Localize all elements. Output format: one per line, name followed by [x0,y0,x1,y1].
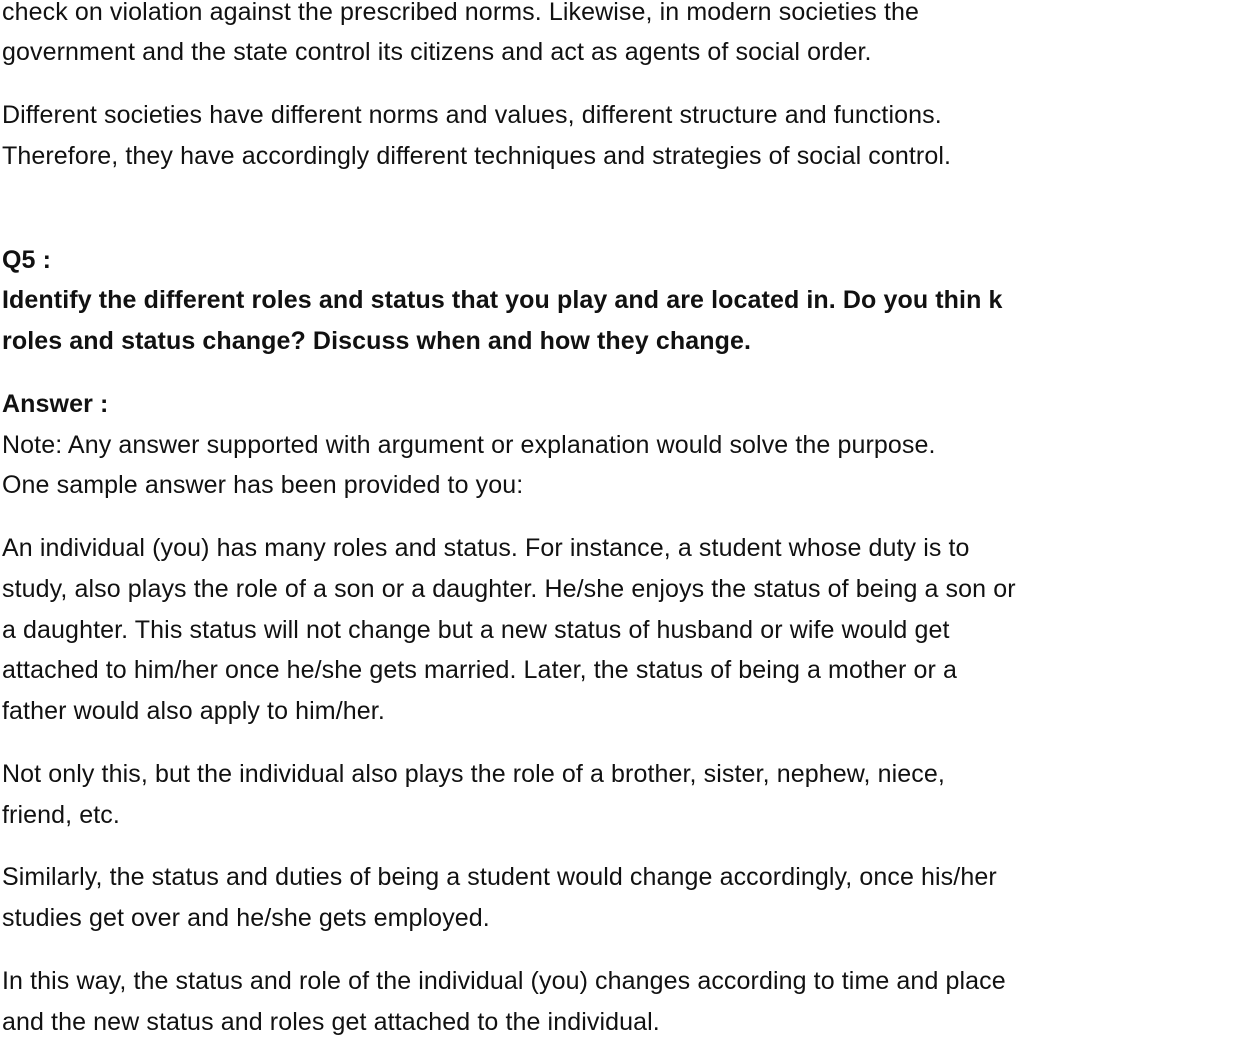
text-line: attached to him/her once he/she gets married. Later, the status of being a mother or a [2,656,957,684]
text-line: government and the state control its citizens and act as agents of social order. [2,38,872,66]
text-line: a daughter. This status will not change but a new status of husband or wife would get [2,616,950,644]
text-line: An individual (you) has many roles and status. For instance, a student whose duty is to [2,534,970,562]
text-line: friend, etc. [2,801,120,829]
text-line: check on violation against the prescribed norms. Likewise, in modern societies the [2,0,920,26]
answer-label: Answer : [2,390,109,418]
text-line: and the new status and roles get attached to the individual. [2,1008,660,1036]
document-page [2,0,1246,1038]
text-line: In this way, the status and role of the individual (you) changes according to time and place [2,967,1006,995]
text-line: Similarly, the status and duties of being a student would change accordingly, once his/her [2,863,997,891]
text-line: Different societies have different norms and values, different structure and functions. [2,101,942,129]
text-line: study, also plays the role of a son or a daughter. He/she enjoys the status of being a son or [2,575,1016,603]
text-line: father would also apply to him/her. [2,697,385,725]
text-line: Therefore, they have accordingly different techniques and strategies of social control. [2,142,952,170]
question-label: Q5 : [2,246,52,274]
text-line: roles and status change? Discuss when and how they change. [2,327,752,355]
text-line: Not only this, but the individual also plays the role of a brother, sister, nephew, niece, [2,760,945,788]
text-line: Identify the different roles and status that you play and are located in. Do you thin k [2,286,1003,314]
text-line: studies get over and he/she gets employed. [2,904,490,932]
text-line: Note: Any answer supported with argument or explanation would solve the purpose. [2,431,936,459]
text-line: One sample answer has been provided to you: [2,471,524,499]
